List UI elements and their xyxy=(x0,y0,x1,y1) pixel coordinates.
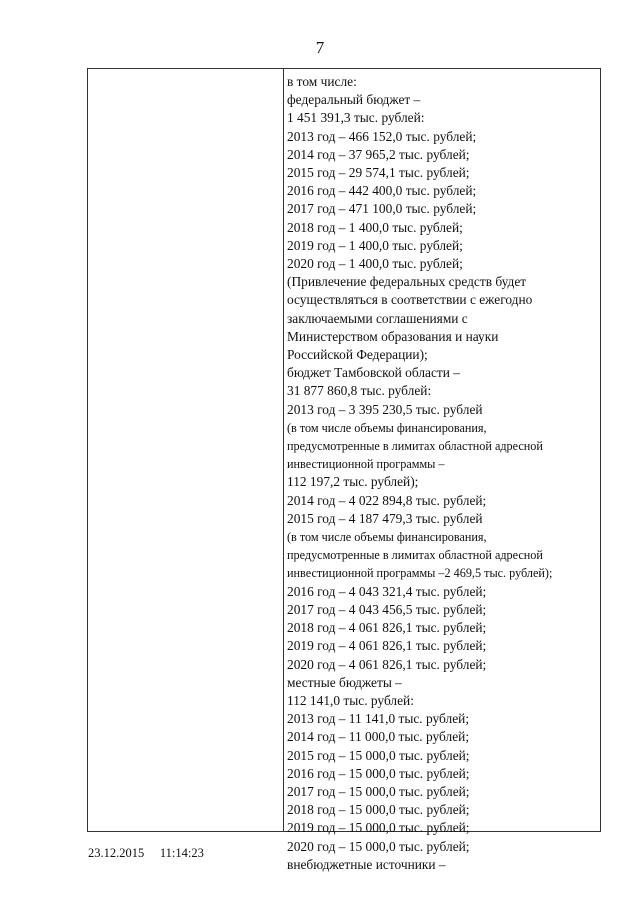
text-line: (в том числе объемы финансирования, xyxy=(287,530,487,545)
text-line: 2015 год – 4 187 479,3 тыс. рублей xyxy=(287,510,483,526)
text-line: заключаемыми соглашениями с xyxy=(287,310,468,326)
text-line: 2019 год – 1 400,0 тыс. рублей; xyxy=(287,237,463,253)
text-line: 2015 год – 15 000,0 тыс. рублей; xyxy=(287,747,470,763)
footer-timestamp xyxy=(88,846,204,861)
text-line: (в том числе объемы финансирования, xyxy=(287,420,487,435)
text-line: 2020 год – 15 000,0 тыс. рублей; xyxy=(287,838,470,854)
text-line: Министерством образования и науки xyxy=(287,328,499,344)
text-line: осуществляться в соответствии с ежегодно xyxy=(287,292,533,308)
text-line: 31 877 860,8 тыс. рублей: xyxy=(287,383,432,399)
text-line: 2019 год – 4 061 826,1 тыс. рублей; xyxy=(287,638,487,654)
text-line: 2014 год – 4 022 894,8 тыс. рублей; xyxy=(287,492,487,508)
text-line: предусмотренные в лимитах областной адресной xyxy=(287,439,543,454)
text-line: 1 451 391,3 тыс. рублей: xyxy=(287,110,425,126)
page-number: 7 xyxy=(315,38,325,57)
text-line: 2017 год – 471 100,0 тыс. рублей; xyxy=(287,201,477,217)
text-line: 2017 год – 15 000,0 тыс. рублей; xyxy=(287,783,470,799)
text-line: бюджет Тамбовской области – xyxy=(287,365,460,381)
text-line: 2016 год – 4 043 321,4 тыс. рублей; xyxy=(287,583,487,599)
text-line: 2016 год – 15 000,0 тыс. рублей; xyxy=(287,765,470,781)
text-line: 2019 год – 15 000,0 тыс. рублей; xyxy=(287,820,470,836)
text-line: 2013 год – 11 141,0 тыс. рублей; xyxy=(287,711,470,727)
text-line: 2018 год – 4 061 826,1 тыс. рублей; xyxy=(287,620,487,636)
funding-cell xyxy=(287,73,599,874)
text-line: 2018 год – 1 400,0 тыс. рублей; xyxy=(287,219,463,235)
text-line: 112 197,2 тыс. рублей); xyxy=(287,474,419,490)
text-line: 2013 год – 466 152,0 тыс. рублей; xyxy=(287,128,477,144)
footer-date: 23.12.2015 xyxy=(88,846,145,860)
text-line: 2020 год – 1 400,0 тыс. рублей; xyxy=(287,256,463,272)
text-line: 2013 год – 3 395 230,5 тыс. рублей xyxy=(287,401,483,417)
text-line: местные бюджеты – xyxy=(287,674,402,690)
text-line: 2015 год – 29 574,1 тыс. рублей; xyxy=(287,165,470,181)
text-line: в том числе: xyxy=(287,74,357,89)
text-line: 2014 год – 37 965,2 тыс. рублей; xyxy=(287,146,470,162)
text-line: федеральный бюджет – xyxy=(287,92,421,108)
text-line: внебюджетные источники – xyxy=(287,856,446,872)
text-line: 112 141,0 тыс. рублей: xyxy=(287,692,414,708)
text-line: предусмотренные в лимитах областной адресной xyxy=(287,548,543,563)
text-line: 2020 год – 4 061 826,1 тыс. рублей; xyxy=(287,656,487,672)
footer-time: 11:14:23 xyxy=(159,846,204,860)
text-line: 2014 год – 11 000,0 тыс. рублей; xyxy=(287,729,470,745)
text-line: инвестиционной программы – xyxy=(287,457,445,472)
text-line: Российской Федерации); xyxy=(287,347,428,363)
text-line: 2018 год – 15 000,0 тыс. рублей; xyxy=(287,802,470,818)
text-line: (Привлечение федеральных средств будет xyxy=(287,274,527,290)
column-divider xyxy=(283,69,284,831)
text-line: инвестиционной программы –2 469,5 тыс. рублей); xyxy=(287,566,553,581)
text-line: 2017 год – 4 043 456,5 тыс. рублей; xyxy=(287,601,487,617)
text-line: 2016 год – 442 400,0 тыс. рублей; xyxy=(287,183,477,199)
